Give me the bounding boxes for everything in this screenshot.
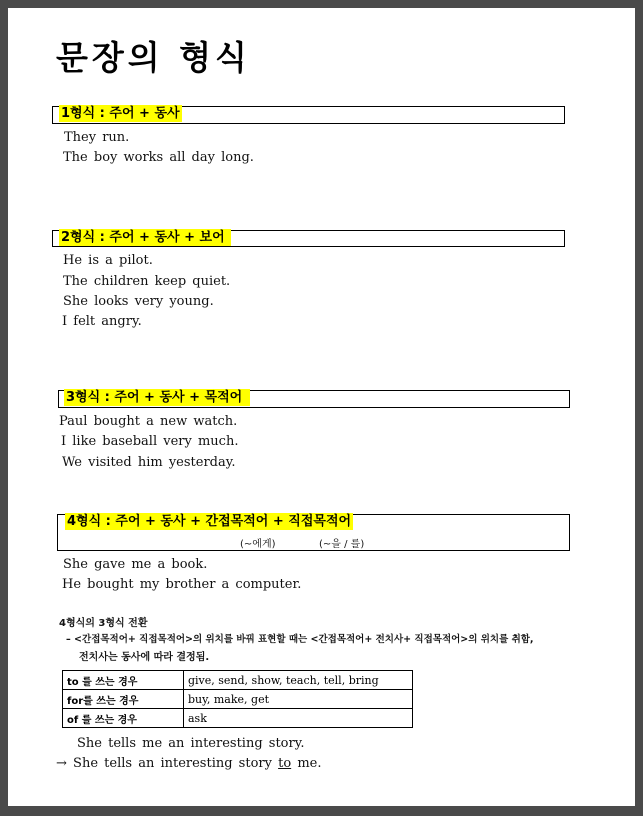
sentence: The boy works all day long. [63,150,254,165]
arrow-icon: → [56,756,67,771]
sentence: We visited him yesterday. [62,455,236,470]
sentence: They run. [64,130,130,145]
converted-part2: me. [297,756,322,771]
conversion-heading: 4형식의 3형식 전환 [59,618,148,629]
indirect-object-hint: (~에게) [240,539,276,550]
document-page [8,8,635,806]
page-title: 문장의 형식 [56,38,251,77]
table-row [63,690,413,709]
preposition-table [62,670,413,728]
converted-sentence [56,756,321,771]
sentence: I felt angry. [62,314,142,329]
table-key: to 를 쓰는 경우 [63,671,184,690]
preposition-to: to [278,756,292,771]
sentence: I like baseball very much. [61,434,239,449]
form1-label: 1형식 : 주어 + 동사 [61,106,180,121]
sentence: He is a pilot. [63,253,153,268]
table-key: of 를 쓰는 경우 [63,709,184,728]
example-sentence: She tells me an interesting story. [77,736,305,751]
conversion-note-line2: 전치사는 동사에 따라 결정됨. [79,652,210,663]
table-verbs: give, send, show, teach, tell, bring [184,671,413,690]
sentence: Paul bought a new watch. [59,414,238,429]
table-row [63,709,413,728]
conversion-note-line1: – <간접목적어+ 직접목적어>의 위치를 바꿔 표현할 때는 <간접목적어+ 전치사+ 직접목적어>의 위치를 취함, [66,634,534,645]
table-verbs: buy, make, get [184,690,413,709]
form4-label: 4형식 : 주어 + 동사 + 간접목적어 + 직접목적어 [67,514,352,529]
table-key: for를 쓰는 경우 [63,690,184,709]
sentence: The children keep quiet. [63,274,231,289]
converted-part1: She tells an interesting story [73,756,272,771]
direct-object-hint: (~을 / 를) [319,539,365,550]
sentence: He bought my brother a computer. [62,577,302,592]
form2-label: 2형식 : 주어 + 동사 + 보어 [59,229,231,246]
table-row [63,671,413,690]
form3-label: 3형식 : 주어 + 동사 + 목적어 [64,389,250,406]
sentence: She gave me a book. [63,557,208,572]
table-verbs: ask [184,709,413,728]
sentence: She looks very young. [63,294,214,309]
